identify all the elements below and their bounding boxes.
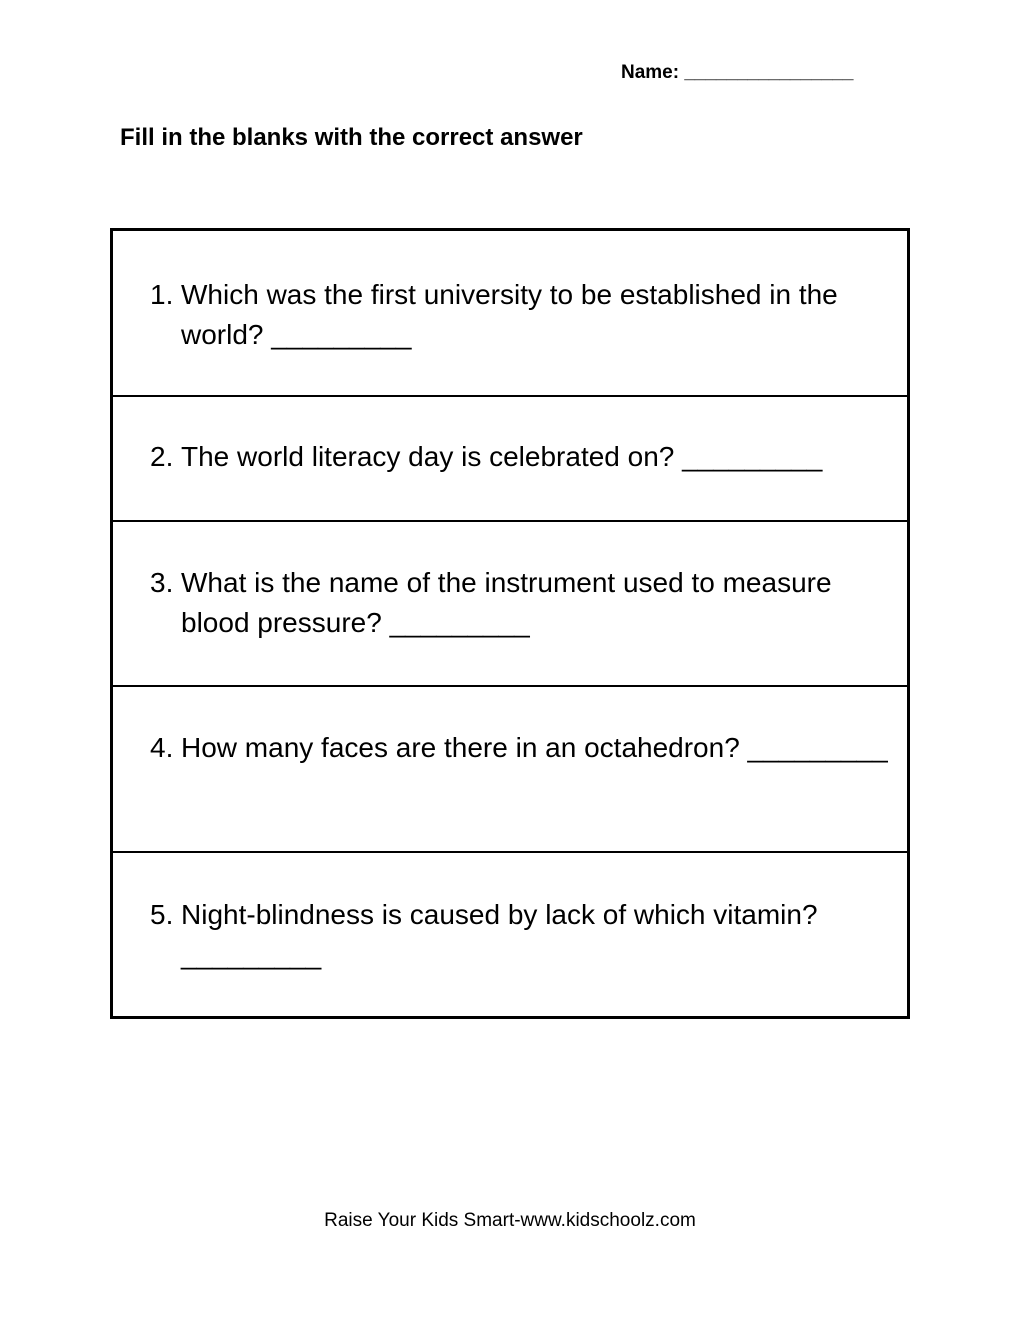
question-text-5: Night-blindness is caused by lack of which vitamin? _________ — [181, 899, 818, 970]
question-text-3: What is the name of the instrument used to measure blood pressure? _________ — [181, 567, 832, 638]
question-number-5: 5. — [150, 899, 174, 930]
question-row-1 — [113, 231, 907, 397]
question-number-1: 1. — [150, 279, 174, 310]
question-number-4: 4. — [150, 732, 174, 763]
question-row-4 — [113, 687, 907, 853]
footer-credit: Raise Your Kids Smart-www.kidschoolz.com — [324, 1210, 696, 1231]
question-text-2: The world literacy day is celebrated on? _________ — [181, 441, 823, 472]
question-number-2: 2. — [150, 441, 174, 472]
question-text-4: How many faces are there in an octahedron? _________ — [181, 732, 888, 763]
question-row-5 — [113, 853, 907, 1016]
question-number-3: 3. — [150, 567, 174, 598]
question-text-1: Which was the first university to be established in the world? _________ — [181, 279, 838, 350]
question-row-2 — [113, 397, 907, 522]
name-field-label: Name: ________________ — [621, 62, 854, 83]
worksheet-instruction: Fill in the blanks with the correct answer — [120, 124, 583, 151]
question-row-3 — [113, 522, 907, 687]
question-table — [110, 228, 910, 1019]
